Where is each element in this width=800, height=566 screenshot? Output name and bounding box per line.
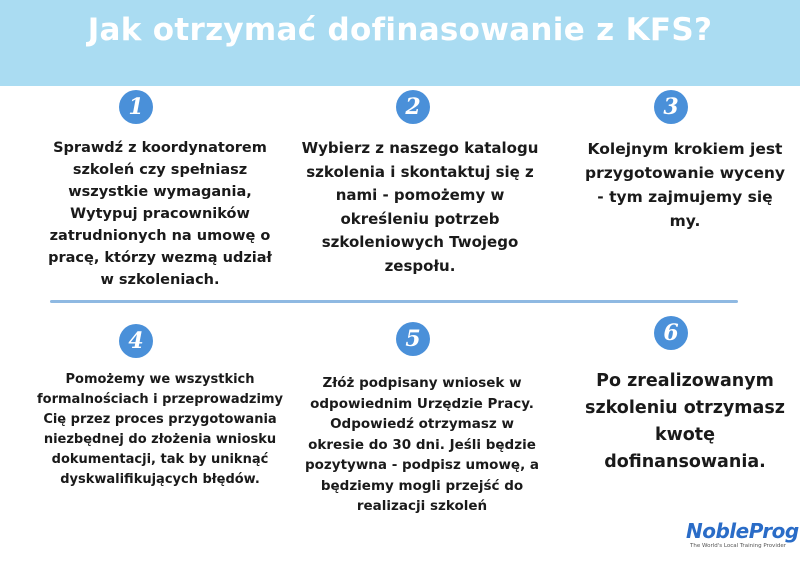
step-2-text: Wybierz z naszego katalogu szkolenia i skontaktuj się z nami - pomożemy w określeniu potrzeb szkoleniowych Twojego zespołu. [301,139,539,275]
logo-name: NobleProg [686,519,799,543]
step-5-text: Złóż podpisany wniosek w odpowiednim Urzędzie Pracy. Odpowiedź otrzymasz w okresie do 30 dni. Jeśli będzie pozytywna - podpisz umowę, a będziemy mogli przejść do realizacji szkoleń [304,375,540,514]
step-6-number-badge: 6 [654,316,688,350]
header-banner [0,0,800,86]
step-3-number-badge: 3 [654,90,688,124]
step-5-number-badge: 5 [396,322,430,356]
step-1-text: Sprawdź z koordynatorem szkoleń czy spełniasz wszystkie wymagania, Wytypuj pracowników zatrudnionych na umowę o pracę, którzy wezmą udział w szkoleniach. [48,140,272,288]
divider-line [50,300,738,303]
step-4-text: Pomożemy we wszystkich formalnościach i przeprowadzimy Cię przez proces przygotowania niezbędnej do złożenia wniosku dokumentacji, tak by uniknąć dyskwalifikujących błędów. [37,372,283,487]
nobleprog-logo [686,519,799,550]
step-6-text: Po zrealizowanym szkoleniu otrzymasz kwotę dofinansowania. [585,371,785,472]
step-1-number-badge: 1 [119,90,153,124]
logo-tagline: The World's Local Training Provider [690,543,786,549]
page-title: Jak otrzymać dofinasowanie z KFS? [87,12,713,48]
step-3-text: Kolejnym krokiem jest przygotowanie wyceny - tym zajmujemy się my. [585,140,785,230]
step-4-number-badge: 4 [119,324,153,358]
step-2-number-badge: 2 [396,90,430,124]
